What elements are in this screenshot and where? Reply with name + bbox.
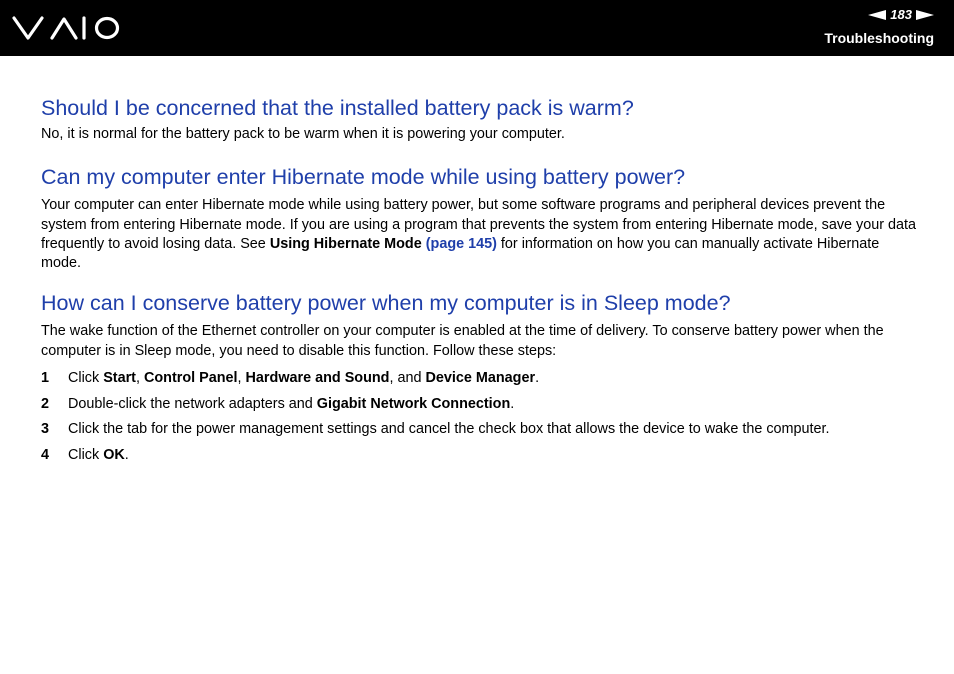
page-145-link[interactable]: (page 145) [425,235,497,252]
answer-battery-warm: No, it is normal for the battery pack to be warm when it is powering your computer. [41,126,565,142]
hibernate-mode-reference: Using Hibernate Mode [269,235,422,252]
question-sleep-mode-heading: How can I conserve battery power when my computer is in Sleep mode? [41,291,731,316]
section-title: Troubleshooting [824,30,934,46]
answer-sleep-mode-intro: The wake function of the Ethernet controller on your computer is enabled at the time of delivery. To conserve battery power when the computer is in Sleep mode, you need to disable this function. Follow these steps: [41,323,884,359]
question-hibernate-heading: Can my computer enter Hibernate mode while using battery power? [41,165,686,190]
list-item [41,446,921,465]
step-number: 3 [41,421,50,438]
page-number: 183 [890,7,912,22]
steps-list [41,369,921,465]
list-item [41,420,921,439]
step-number: 1 [41,370,50,387]
page-content [41,95,921,471]
step-number: 2 [41,395,50,412]
page-header [0,0,954,56]
previous-page-arrow-icon[interactable] [868,10,886,20]
next-page-arrow-icon[interactable] [916,10,934,20]
step-text: Click OK. [68,446,129,463]
list-item [41,395,921,414]
step-text: Click the tab for the power management settings and cancel the check box that allows the device to wake the computer. [68,421,830,438]
step-number: 4 [41,446,50,463]
step-text: Double-click the network adapters and Gigabit Network Connection. [68,395,515,412]
question-battery-warm-heading: Should I be concerned that the installed battery pack is warm? [41,96,634,120]
step-text: Click Start, Control Panel, Hardware and Sound, and Device Manager. [68,370,540,387]
page-navigator [868,7,934,22]
answer-hibernate: Your computer can enter Hibernate mode while using battery power, but some software programs and peripheral devices prevent the system from entering Hibernate mode. If you are using a program that prevents the system from entering Hibernate mode, save your data frequently to avoid losing data. See Using Hibernate Mode (page 145) for information on how you can manually activate Hibernate mode. [41,197,917,272]
list-item [41,369,921,388]
vaio-logo [12,15,120,46]
